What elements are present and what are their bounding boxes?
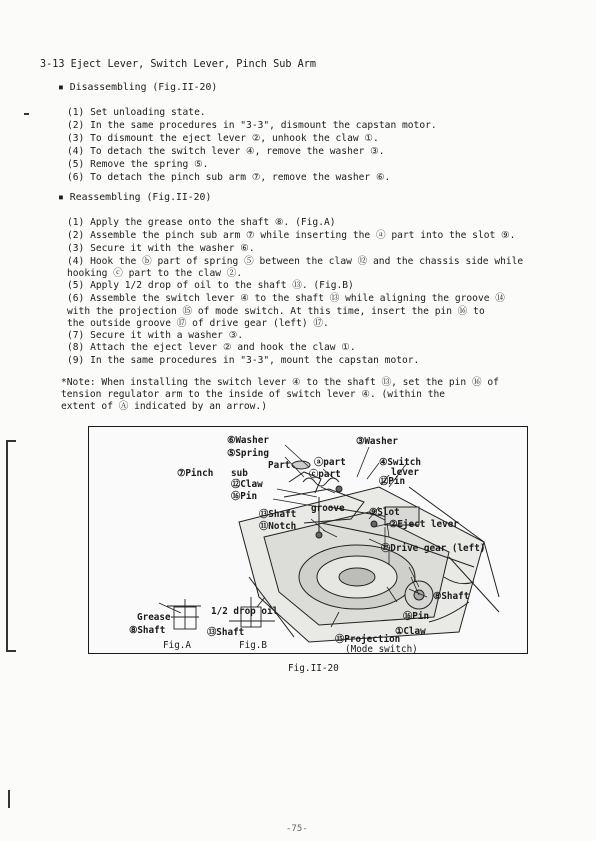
reassembling-step: (1) Apply the grease onto the shaft ⑧. (Fig.A): [67, 217, 336, 228]
label-fig-b: Fig.B: [239, 640, 267, 651]
label-pinch: ⑦Pinch: [177, 468, 214, 479]
figure-caption: Fig.II-20: [288, 663, 339, 674]
reassembling-step: (8) Attach the eject lever ② and hook the claw ①.: [67, 342, 356, 353]
label-spring-5: ⑤Spring: [227, 448, 269, 459]
label-shaft-8: ⑧Shaft: [433, 591, 470, 602]
label-drive-gear: ⑰Drive gear (left): [381, 543, 486, 554]
note-line: *Note: When installing the switch lever ④ to the shaft ⑬, set the pin ⑯ of: [61, 377, 499, 388]
reassembling-step: hooking ⓒ part to the claw ②.: [67, 268, 243, 279]
label-slot-9: ⑨Slot: [369, 507, 400, 518]
page-number: -75-: [286, 824, 308, 834]
label-notch-11: ⑪Notch: [259, 521, 297, 532]
reassembling-step: (7) Secure it with a washer ③.: [67, 330, 244, 341]
disassembling-step: (3) To dismount the eject lever ②, unhook the claw ①.: [67, 133, 379, 144]
disassembling-step: (2) In the same procedures in "3-3", dismount the capstan motor.: [67, 120, 437, 131]
reassembling-heading: ▪ Reassembling (Fig.II-20): [58, 192, 212, 203]
label-pin-16: ⑯Pin: [231, 491, 258, 502]
reassembling-step: with the projection ⑮ of mode switch. At this time, insert the pin ⑯ to: [67, 306, 485, 317]
binding-mark: [6, 650, 16, 652]
label-grease: Grease: [137, 612, 171, 623]
figure-frame: [88, 426, 528, 654]
label-shaft-13-b: ⑬Shaft: [207, 627, 245, 638]
binding-mark: [6, 440, 8, 650]
reassembling-step: (3) Secure it with the washer ⑥.: [67, 243, 255, 254]
label-eject-lever: ②Eject lever: [389, 519, 459, 530]
binding-mark: [6, 440, 16, 442]
disassembling-step: (1) Set unloading state.: [67, 107, 206, 118]
label-projection: ⑮Projection: [335, 634, 401, 645]
reassembling-step: (6) Assemble the switch lever ④ to the shaft ⑬ while aligning the groove ⑭: [67, 293, 505, 304]
reassembling-step: the outside groove ⑰ of drive gear (left) ⑰.: [67, 318, 329, 329]
mechanism-illustration: [89, 427, 527, 653]
label-shaft-13: ⑬Shaft: [259, 509, 297, 520]
section-title: 3-13 Eject Lever, Switch Lever, Pinch Sub Arm: [40, 59, 317, 70]
label-pin: ⑯Pin: [403, 611, 430, 622]
reassembling-step: (9) In the same procedures in "3-3", mount the capstan motor.: [67, 355, 420, 366]
label-part-c: ⓒpart: [309, 469, 341, 480]
disassembling-step: (5) Remove the spring ⑤.: [67, 159, 209, 170]
label-switch: ④Switch: [379, 457, 421, 468]
label-pin-12: ⑫Pin: [379, 476, 406, 487]
label-claw-12: ⑫Claw: [231, 479, 263, 490]
label-lever: lever: [391, 467, 419, 478]
note-line: extent of Ⓐ indicated by an arrow.): [61, 401, 267, 412]
label-part-a: ⓐpart: [314, 457, 346, 468]
label-washer-6: ⑥Washer: [227, 435, 269, 446]
reassembling-step: (2) Assemble the pinch sub arm ⑦ while inserting the ⓐ part into the slot ⑨.: [67, 230, 516, 241]
label-fig-a: Fig.A: [163, 640, 191, 651]
label-groove: groove: [311, 503, 345, 514]
disassembling-heading: ▪ Disassembling (Fig.II-20): [58, 82, 218, 93]
label-drop-oil: 1/2 drop oil: [211, 606, 279, 617]
disassembling-step: (4) To detach the switch lever ④, remove the washer ③.: [67, 146, 385, 157]
note-line: tension regulator arm to the inside of switch lever ④. (within the: [61, 389, 446, 400]
label-washer-3: ③Washer: [356, 436, 398, 447]
scan-speck: [8, 790, 10, 808]
label-sub: sub: [231, 468, 248, 479]
reassembling-step: (5) Apply 1/2 drop of oil to the shaft ⑬. (Fig.B): [67, 280, 354, 291]
reassembling-step: (4) Hook the ⓑ part of spring ⑤ between the claw ⑫ and the chassis side while: [67, 256, 524, 267]
scan-speck: [24, 113, 29, 115]
label-part: Part: [268, 460, 291, 471]
label-shaft-8-a: ⑧Shaft: [129, 625, 166, 636]
label-mode-switch: (Mode switch): [345, 644, 418, 653]
disassembling-step: (6) To detach the pinch sub arm ⑦, remove the washer ⑥.: [67, 172, 391, 183]
label-claw-1: ①Claw: [395, 626, 426, 637]
